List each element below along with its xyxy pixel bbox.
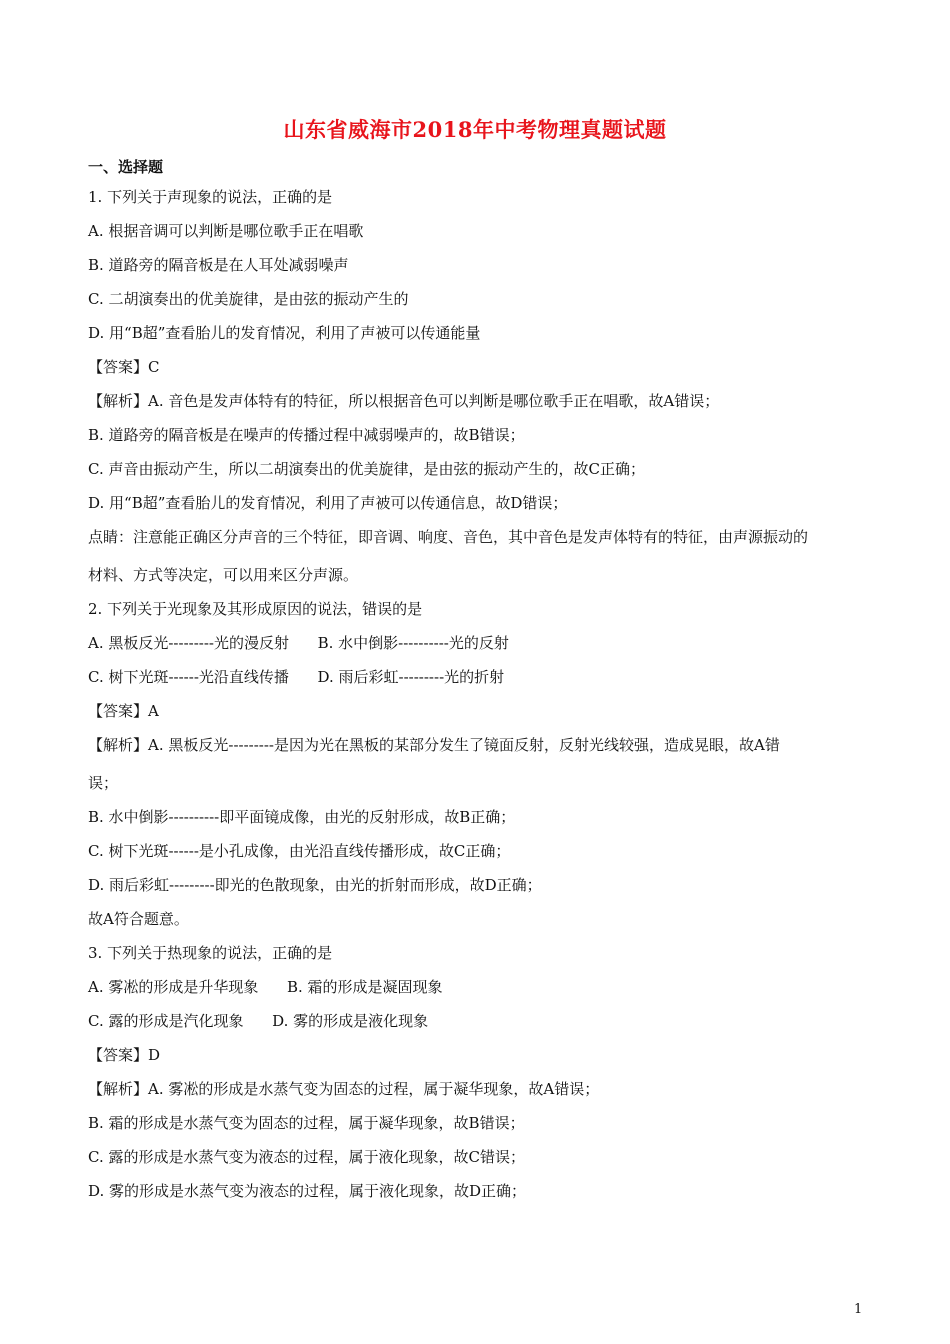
analysis-line: C. 声音由振动产生，所以二胡演奏出的优美旋律，是由弦的振动产生的，故C正确； bbox=[88, 460, 645, 478]
option-line: C. 二胡演奏出的优美旋律，是由弦的振动产生的 bbox=[88, 290, 409, 308]
option-line: A. 黑板反光---------光的漫反射 B. 水中倒影----------光的反射 bbox=[88, 634, 509, 652]
option-line: D. 用“B超”查看胎儿的发育情况，利用了声被可以传通能量 bbox=[88, 324, 481, 342]
answer-line: 【答案】A bbox=[88, 702, 159, 720]
analysis-line: B. 道路旁的隔音板是在噪声的传播过程中减弱噪声的，故B错误； bbox=[88, 426, 525, 444]
section-header: 一、选择题 bbox=[88, 158, 164, 176]
analysis-line: D. 用“B超”查看胎儿的发育情况，利用了声被可以传通信息，故D错误； bbox=[88, 494, 568, 512]
question-1: 1. 下列关于声现象的说法，正确的是 bbox=[88, 188, 333, 206]
analysis-line: 【解析】A. 音色是发声体特有的特征，所以根据音色可以判断是哪位歌手正在唱歌，故A错误； bbox=[88, 392, 720, 410]
option-line: B. 道路旁的隔音板是在人耳处减弱噪声 bbox=[88, 256, 349, 274]
page-title: 山东省威海市2018年中考物理真题试题 bbox=[283, 117, 667, 142]
page-number: 1 bbox=[854, 1302, 863, 1317]
answer-line: 【答案】C bbox=[88, 358, 160, 376]
note-line: 材料、方式等决定，可以用来区分声源。 bbox=[88, 566, 359, 584]
analysis-line: D. 雨后彩虹---------即光的色散现象，由光的折射而形成，故D正确； bbox=[88, 876, 542, 894]
option-line: C. 树下光斑------光沿直线传播 D. 雨后彩虹---------光的折射 bbox=[88, 668, 505, 686]
answer-line: 【答案】D bbox=[88, 1046, 161, 1064]
option-line: A. 雾凇的形成是升华现象 B. 霜的形成是凝固现象 bbox=[88, 978, 443, 996]
analysis-line: 【解析】A. 雾凇的形成是水蒸气变为固态的过程，属于凝华现象，故A错误； bbox=[88, 1080, 600, 1098]
analysis-line: 误； bbox=[88, 774, 119, 792]
analysis-line: B. 水中倒影----------即平面镜成像，由光的反射形成，故B正确； bbox=[88, 808, 516, 826]
analysis-line: C. 露的形成是水蒸气变为液态的过程，属于液化现象，故C错误； bbox=[88, 1148, 525, 1166]
option-line: C. 露的形成是汽化现象 D. 雾的形成是液化现象 bbox=[88, 1012, 429, 1030]
question-3: 3. 下列关于热现象的说法，正确的是 bbox=[88, 944, 333, 962]
analysis-line: B. 霜的形成是水蒸气变为固态的过程，属于凝华现象，故B错误； bbox=[88, 1114, 525, 1132]
note-line: 点睛：注意能正确区分声音的三个特征，即音调、响度、音色，其中音色是发声体特有的特征，由声源振动的 bbox=[88, 528, 809, 546]
analysis-line: C. 树下光斑------是小孔成像，由光沿直线传播形成，故C正确； bbox=[88, 842, 511, 860]
conclusion-line: 故A符合题意。 bbox=[88, 910, 189, 928]
question-2: 2. 下列关于光现象及其形成原因的说法，错误的是 bbox=[88, 600, 423, 618]
document-body bbox=[88, 185, 874, 1213]
analysis-line: D. 雾的形成是水蒸气变为液态的过程，属于液化现象，故D正确； bbox=[88, 1182, 527, 1200]
analysis-line: 【解析】A. 黑板反光---------是因为光在黑板的某部分发生了镜面反射，反射光线较强，造成晃眼，故A错 bbox=[88, 736, 780, 754]
option-line: A. 根据音调可以判断是哪位歌手正在唱歌 bbox=[88, 222, 364, 240]
